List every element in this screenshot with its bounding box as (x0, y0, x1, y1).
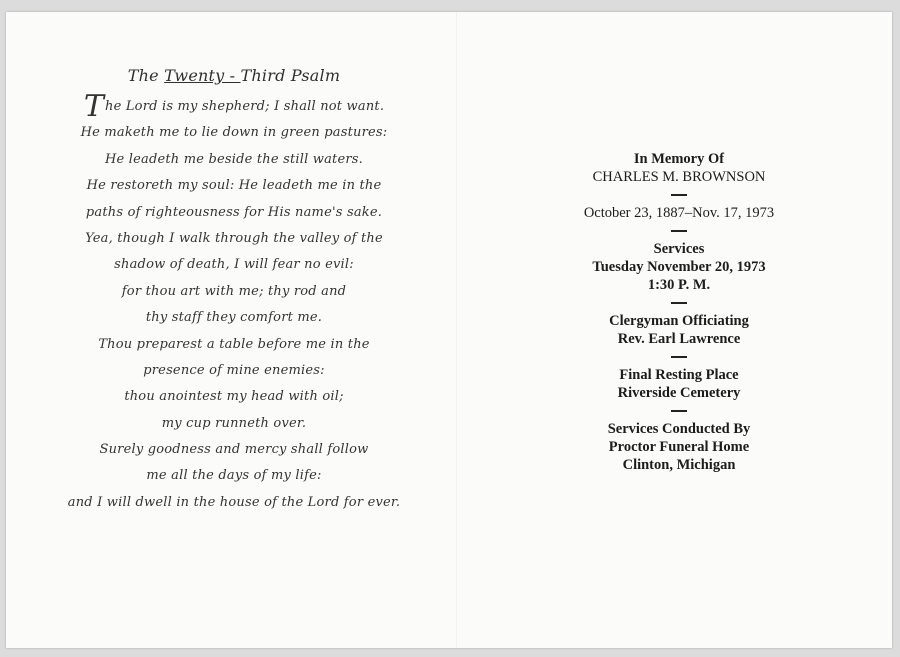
funeral-location: Clinton, Michigan (622, 457, 736, 473)
psalm-line: for thou art with me; thy rod and (121, 283, 347, 299)
funeral-home: Proctor Funeral Home (608, 439, 750, 455)
services-time: 1:30 P. M. (647, 277, 711, 293)
psalm-title-underlined: Twenty - (164, 66, 241, 85)
resting-place: Riverside Cemetery (617, 385, 741, 401)
separator-dash (671, 194, 687, 196)
separator-dash (671, 410, 687, 412)
psalm-line: me all the days of my life: (146, 468, 322, 484)
psalm-line-first (54, 89, 414, 124)
psalm-line: thy staff they comfort me. (145, 310, 323, 326)
deceased-name: CHARLES M. BROWNSON (592, 169, 766, 185)
memorial-panel (534, 150, 824, 474)
card-fold (456, 12, 457, 648)
separator-dash (671, 302, 687, 304)
life-dates: October 23, 1887–Nov. 17, 1973 (583, 205, 775, 221)
psalm-line: thou anointest my head with oil; (124, 389, 344, 405)
psalm-line: He leadeth me beside the still waters. (105, 151, 363, 167)
psalm-line: He restoreth my soul: He leadeth me in the (86, 178, 382, 194)
psalm-line: Yea, though I walk through the valley of the (85, 230, 383, 246)
services-date: Tuesday November 20, 1973 (592, 259, 766, 275)
drop-cap: T (83, 89, 105, 124)
psalm-panel (54, 64, 414, 516)
psalm-line: Surely goodness and mercy shall follow (99, 442, 369, 458)
psalm-line: presence of mine enemies: (143, 362, 325, 378)
psalm-line: He maketh me to lie down in green pastures: (80, 125, 388, 141)
psalm-line: and I will dwell in the house of the Lord for ever. (67, 494, 401, 510)
psalm-title-pre: The (127, 66, 165, 85)
resting-label: Final Resting Place (619, 367, 739, 383)
psalm-line: Thou preparest a table before me in the (98, 336, 370, 352)
conducted-label: Services Conducted By (607, 421, 751, 437)
memorial-card (6, 12, 892, 648)
psalm-first-line-text: he Lord is my shepherd; I shall not want. (105, 99, 385, 114)
psalm-line: shadow of death, I will fear no evil: (114, 257, 354, 273)
memorial-heading: In Memory Of (633, 151, 725, 167)
clergy-name: Rev. Earl Lawrence (617, 331, 741, 347)
psalm-title-post: Third Psalm (240, 66, 341, 85)
psalm-title (54, 64, 414, 88)
separator-dash (671, 230, 687, 232)
psalm-line: my cup runneth over. (161, 415, 307, 431)
services-label: Services (653, 241, 705, 257)
psalm-line: paths of righteousness for His name's sake. (85, 204, 383, 220)
clergy-label: Clergyman Officiating (609, 313, 749, 329)
separator-dash (671, 356, 687, 358)
